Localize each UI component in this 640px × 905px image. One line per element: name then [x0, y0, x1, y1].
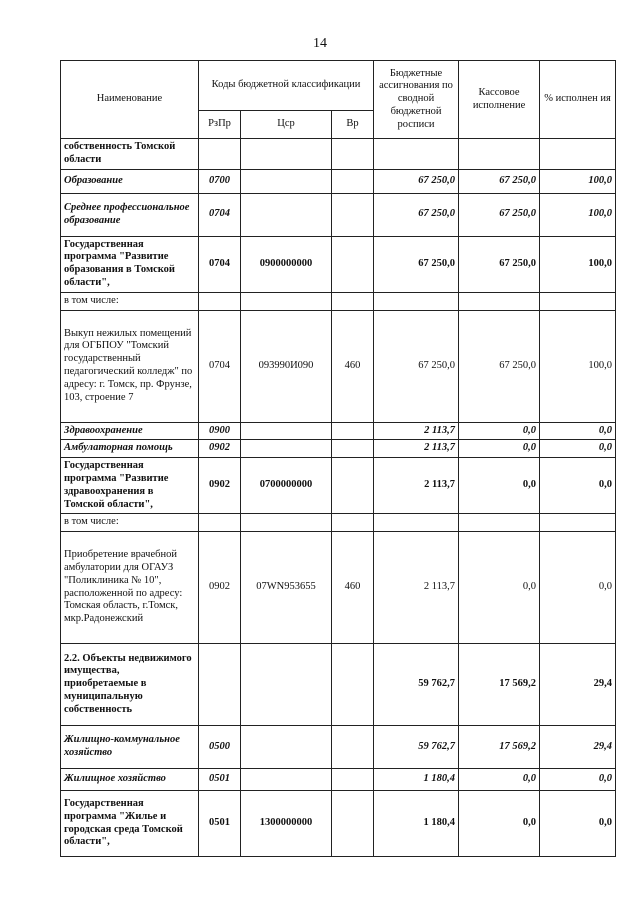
row-vr: [332, 791, 374, 857]
row-name: Здравоохранение: [61, 422, 199, 440]
row-vr: [332, 169, 374, 193]
header-allocations: Бюджетные ассигнования по сводной бюджетной росписи: [374, 61, 459, 139]
row-allocations: 67 250,0: [374, 236, 459, 292]
row-name: в том числе:: [61, 514, 199, 532]
row-percent-execution: 0,0: [540, 532, 616, 644]
row-allocations: 2 113,7: [374, 422, 459, 440]
row-csr: [241, 769, 332, 791]
row-vr: [332, 292, 374, 310]
row-csr: [241, 440, 332, 458]
row-percent-execution: 29,4: [540, 644, 616, 726]
row-rzpr: 0902: [199, 532, 241, 644]
row-name: Амбулаторная помощь: [61, 440, 199, 458]
row-name: Государственная программа "Жилье и городская среда Томской области",: [61, 791, 199, 857]
row-cash-execution: 17 569,2: [459, 726, 540, 769]
budget-table: [60, 60, 616, 857]
row-csr: [241, 169, 332, 193]
row-percent-execution: 100,0: [540, 310, 616, 422]
row-name: Жилищно-коммунальное хозяйство: [61, 726, 199, 769]
row-percent-execution: 0,0: [540, 440, 616, 458]
row-percent-execution: [540, 139, 616, 170]
table-row: [61, 139, 616, 170]
row-cash-execution: 67 250,0: [459, 310, 540, 422]
row-cash-execution: 17 569,2: [459, 644, 540, 726]
row-vr: [332, 139, 374, 170]
table-row: [61, 422, 616, 440]
row-vr: [332, 458, 374, 514]
row-rzpr: 0900: [199, 422, 241, 440]
row-vr: [332, 644, 374, 726]
row-allocations: 1 180,4: [374, 769, 459, 791]
row-csr: [241, 292, 332, 310]
row-cash-execution: [459, 514, 540, 532]
row-cash-execution: 67 250,0: [459, 193, 540, 236]
row-cash-execution: 0,0: [459, 440, 540, 458]
row-csr: [241, 422, 332, 440]
row-cash-execution: 67 250,0: [459, 169, 540, 193]
row-csr: [241, 193, 332, 236]
row-csr: 0700000000: [241, 458, 332, 514]
row-rzpr: 0704: [199, 310, 241, 422]
row-vr: [332, 769, 374, 791]
row-rzpr: 0704: [199, 236, 241, 292]
row-rzpr: [199, 514, 241, 532]
row-allocations: 2 113,7: [374, 440, 459, 458]
table-row: [61, 458, 616, 514]
table-row: [61, 310, 616, 422]
row-cash-execution: 67 250,0: [459, 236, 540, 292]
row-name: 2.2. Объекты недвижимого имущества, приобретаемые в муниципальную собственность: [61, 644, 199, 726]
row-name: Выкуп нежилых помещений для ОГБПОУ "Томский государственный педагогический колледж" по адресу: г. Томск, пр. Фрунзе, 103, строение 7: [61, 310, 199, 422]
row-rzpr: 0500: [199, 726, 241, 769]
row-percent-execution: [540, 292, 616, 310]
table-row: [61, 644, 616, 726]
row-csr: 07WN953655: [241, 532, 332, 644]
row-percent-execution: [540, 514, 616, 532]
row-name: Жилищное хозяйство: [61, 769, 199, 791]
row-csr: [241, 139, 332, 170]
table-row: [61, 532, 616, 644]
table-row: [61, 169, 616, 193]
row-percent-execution: 100,0: [540, 236, 616, 292]
row-allocations: 67 250,0: [374, 193, 459, 236]
row-csr: [241, 514, 332, 532]
table-row: [61, 440, 616, 458]
row-rzpr: 0704: [199, 193, 241, 236]
row-cash-execution: [459, 292, 540, 310]
table-row: [61, 514, 616, 532]
row-csr: 1300000000: [241, 791, 332, 857]
row-allocations: 67 250,0: [374, 310, 459, 422]
row-rzpr: 0700: [199, 169, 241, 193]
header-csr: Цср: [241, 111, 332, 139]
row-allocations: 2 113,7: [374, 532, 459, 644]
row-cash-execution: 0,0: [459, 791, 540, 857]
row-csr: 0900000000: [241, 236, 332, 292]
header-name: Наименование: [61, 61, 199, 139]
row-cash-execution: 0,0: [459, 458, 540, 514]
table-row: [61, 236, 616, 292]
row-rzpr: [199, 139, 241, 170]
row-vr: [332, 236, 374, 292]
row-percent-execution: 0,0: [540, 458, 616, 514]
row-vr: [332, 440, 374, 458]
row-csr: [241, 644, 332, 726]
row-name: Среднее профессиональное образование: [61, 193, 199, 236]
page-number: 14: [313, 36, 327, 51]
row-allocations: 59 762,7: [374, 726, 459, 769]
budget-table-body: [61, 139, 616, 857]
row-rzpr: 0501: [199, 769, 241, 791]
row-allocations: 2 113,7: [374, 458, 459, 514]
row-percent-execution: 100,0: [540, 193, 616, 236]
row-cash-execution: 0,0: [459, 769, 540, 791]
row-rzpr: [199, 644, 241, 726]
row-csr: [241, 726, 332, 769]
row-percent-execution: 0,0: [540, 769, 616, 791]
row-allocations: 1 180,4: [374, 791, 459, 857]
row-vr: [332, 514, 374, 532]
header-rzpr: РзПр: [199, 111, 241, 139]
row-name: Государственная программа "Развитие образования в Томской области",: [61, 236, 199, 292]
row-name: собственность Томской области: [61, 139, 199, 170]
row-name: Приобретение врачебной амбулатории для ОГАУЗ "Поликлиника № 10", расположенной по адресу: Томская область, г.Томск, мкр.Радонежский: [61, 532, 199, 644]
table-row: [61, 292, 616, 310]
row-allocations: [374, 139, 459, 170]
row-vr: 460: [332, 532, 374, 644]
header-cash-execution: Кассовое исполнение: [459, 61, 540, 139]
row-vr: [332, 726, 374, 769]
row-cash-execution: [459, 139, 540, 170]
row-vr: 460: [332, 310, 374, 422]
row-vr: [332, 193, 374, 236]
row-rzpr: 0501: [199, 791, 241, 857]
row-rzpr: 0902: [199, 440, 241, 458]
row-name: Образование: [61, 169, 199, 193]
row-percent-execution: 100,0: [540, 169, 616, 193]
row-allocations: [374, 292, 459, 310]
header-percent-execution: % исполнен ия: [540, 61, 616, 139]
row-cash-execution: 0,0: [459, 532, 540, 644]
table-row: [61, 193, 616, 236]
table-row: [61, 726, 616, 769]
row-percent-execution: 29,4: [540, 726, 616, 769]
row-cash-execution: 0,0: [459, 422, 540, 440]
table-row: [61, 769, 616, 791]
row-rzpr: [199, 292, 241, 310]
row-name: Государственная программа "Развитие здравоохранения в Томской области",: [61, 458, 199, 514]
table-row: [61, 791, 616, 857]
row-csr: 093990И090: [241, 310, 332, 422]
row-allocations: [374, 514, 459, 532]
row-percent-execution: 0,0: [540, 791, 616, 857]
row-name: в том числе:: [61, 292, 199, 310]
row-percent-execution: 0,0: [540, 422, 616, 440]
row-rzpr: 0902: [199, 458, 241, 514]
row-vr: [332, 422, 374, 440]
header-codes-group: Коды бюджетной классификации: [199, 61, 374, 111]
row-allocations: 59 762,7: [374, 644, 459, 726]
row-allocations: 67 250,0: [374, 169, 459, 193]
header-vr: Вр: [332, 111, 374, 139]
